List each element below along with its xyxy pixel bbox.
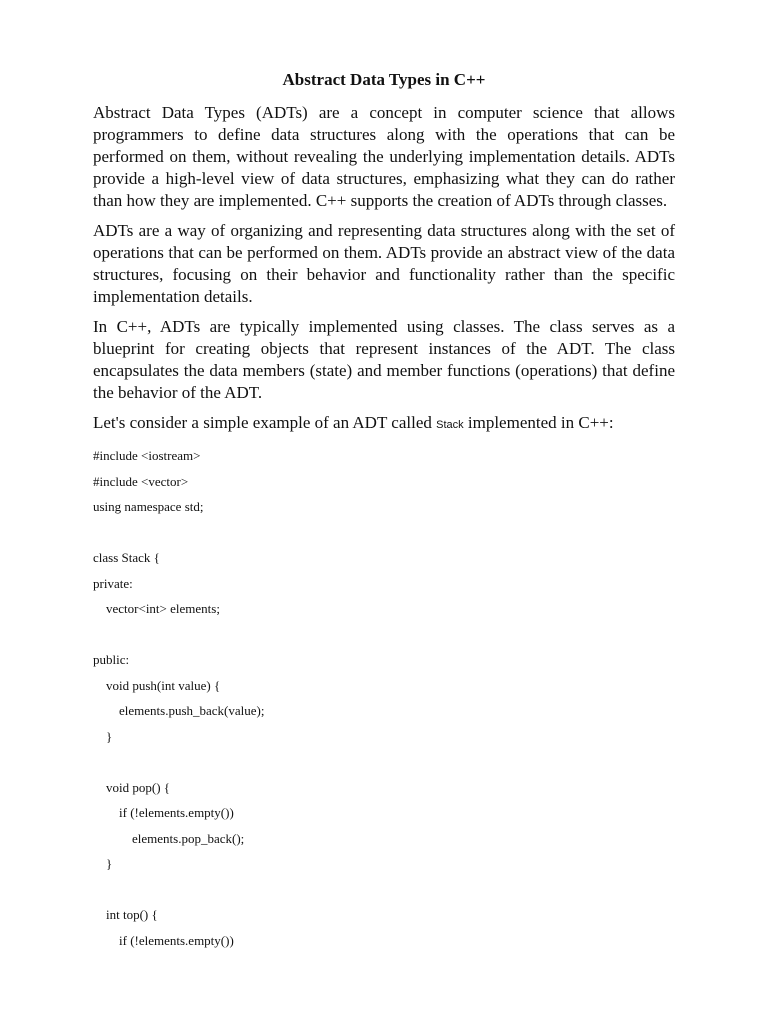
paragraph-adt-definition: Abstract Data Types (ADTs) are a concept in computer science that allows programmers to define data structures along with the operations that can be performed on them, without revealing the underlying implementation details. ADTs provide a high-level view of data structures, emphasizing what they can do rather than how they are implemented. C++ supports the creation of ADTs through classes. (93, 103, 675, 210)
paragraph-cpp-classes: In C++, ADTs are typically implemented using classes. The class serves as a blueprint for creating objects that represent instances of the ADT. The class encapsulates the data members (state) and member functions (operations) that define the behavior of the ADT. (93, 317, 675, 402)
paragraph-example-intro (93, 412, 675, 436)
code-line: #include <iostream> (93, 448, 201, 463)
code-line (93, 520, 675, 546)
inline-code-stack: Stack (436, 419, 464, 431)
code-line: public: (93, 652, 130, 667)
code-line: class Stack { (93, 550, 160, 565)
code-line: private: (93, 575, 133, 591)
code-line: #include <vector> (93, 473, 189, 489)
code-line: vector<int> elements; (93, 601, 220, 616)
code-line: void push(int value) { (93, 677, 221, 693)
code-block (93, 443, 675, 953)
example-intro-prefix: Let's consider a simple example of an ADT called (93, 413, 437, 432)
code-line: if (!elements.empty()) (93, 805, 234, 820)
paragraph-adt-organization: ADTs are a way of organizing and representing data structures along with the set of operations that can be performed on them. ADTs provide an abstract view of the data structures, focusing on their behavior and functionality rather than the specific implementation details. (93, 221, 675, 306)
code-line (93, 622, 675, 648)
code-line: elements.pop_back(); (93, 830, 245, 846)
code-line (93, 877, 675, 903)
document-title: Abstract Data Types in C++ (282, 70, 486, 89)
document-content (93, 66, 675, 953)
code-line (93, 749, 675, 775)
code-line: using namespace std; (93, 499, 204, 514)
code-line: void pop() { (93, 779, 171, 795)
code-line: } (93, 856, 113, 871)
example-intro-suffix: implemented in C++: (463, 413, 614, 432)
code-line: elements.push_back(value); (93, 703, 265, 718)
code-line: } (93, 728, 113, 744)
code-line: if (!elements.empty()) (93, 932, 234, 948)
code-line: int top() { (93, 907, 158, 922)
